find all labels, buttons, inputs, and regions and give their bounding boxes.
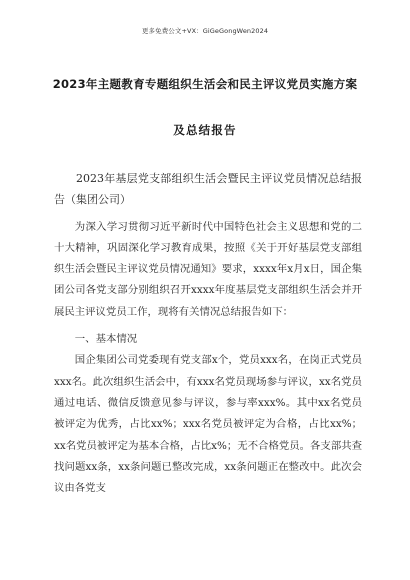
report-heading: 2023年基层党支部组织生活会暨民主评议党员情况总结报告（集团公司） <box>54 172 362 207</box>
document-title: 2023年主题教育专题组织生活会和民主评议党员实施方案 <box>52 77 358 91</box>
intro-paragraph: 为深入学习贯彻习近平新时代中国特色社会主义思想和党的二十大精神，巩固深化学习教育成果，按照《关于开好基层党支部组织生活会暨民主评议党员情况通知》要求，xxxx年x月x日，国企集团公司各党支部分别组织召开xxxx年度基层党支部组织生活会并开展民主评议党员工作，现将有关情况总结报告如下： <box>54 220 362 318</box>
section-heading-basic: 一、基本情况 <box>74 333 138 346</box>
header-note: 更多免费公文+VX：GiGeGongWen2024 <box>141 27 269 35</box>
document-subtitle: 及总结报告 <box>173 123 237 137</box>
document-body <box>54 168 362 499</box>
basic-info-paragraph: 国企集团公司党委现有党支部x个，党员xxx名，在岗正式党员xxx名。此次组织生活会中，有xxx名党员现场参与评议，xx名党员通过电话、微信反馈意见参与评议，参与率xxx%。其中xx名党员被评定为优秀，占比xx%；xxx名党员被评定为合格，占比xx%；xx名党员被评定为基本合格，占比x%；无不合格党员。各支部共查找问题xx条，xx条问题已整改完成，xx条问题正在整改中。此次会议由各党支 <box>54 354 362 495</box>
